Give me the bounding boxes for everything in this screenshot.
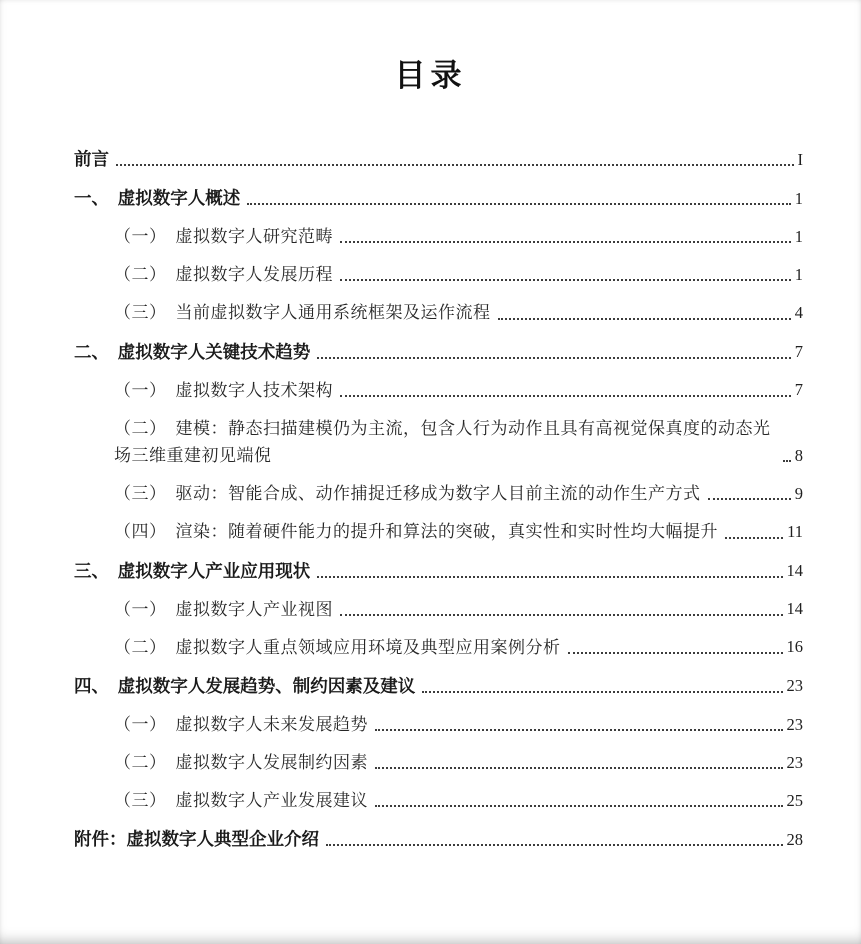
dot-leader [375, 729, 783, 731]
toc-entry-label: 前言 [74, 149, 109, 169]
toc-entry-chapter-2 [74, 338, 803, 366]
toc-entry-chapter-1 [74, 184, 803, 212]
dot-leader [317, 576, 782, 578]
toc-entry-label: （四） 渲染：随着硬件能力的提升和算法的突破，真实性和实时性均大幅提升 [114, 522, 718, 542]
dot-leader [708, 498, 791, 500]
toc-page-number: 23 [786, 714, 803, 734]
toc-entry-label: （二） 虚拟数字人重点领域应用环境及典型应用案例分析 [114, 637, 561, 657]
toc-entry-chapter-4 [74, 672, 803, 700]
dot-leader [568, 652, 783, 654]
toc-entry-chapter-4-section-3 [74, 787, 803, 814]
toc-entry-label: （一） 虚拟数字人未来发展趋势 [114, 714, 368, 734]
table-of-contents [0, 145, 861, 853]
toc-entry-chapter-4-section-2 [74, 749, 803, 776]
dot-leader [340, 279, 791, 281]
toc-entry-preface [74, 145, 803, 173]
toc-entry-label: （一） 虚拟数字人研究范畴 [114, 227, 333, 246]
toc-entry-chapter-2-section-4 [74, 518, 803, 545]
dot-leader [340, 614, 783, 616]
toc-page-number: 1 [794, 188, 803, 208]
toc-page-number: 1 [794, 264, 803, 284]
toc-page-number: 11 [787, 522, 803, 542]
dot-leader [375, 767, 783, 769]
toc-entry-label: （三） 驱动：智能合成、动作捕捉迁移成为数字人目前主流的动作生产方式 [114, 484, 701, 504]
toc-entry-label: （二） 虚拟数字人发展历程 [114, 265, 333, 285]
dot-leader [317, 357, 791, 359]
dot-leader [422, 691, 782, 693]
toc-page-number: 1 [794, 226, 803, 246]
toc-page-number: 7 [794, 380, 803, 400]
toc-page-number: 4 [794, 303, 803, 323]
dot-leader [116, 164, 794, 166]
toc-entry-label: 附件：虚拟数字人典型企业介绍 [74, 829, 319, 850]
toc-entry-chapter-2-section-1 [74, 377, 803, 404]
toc-entry-chapter-1-section-3 [74, 299, 803, 326]
toc-entry-label: （二） 建模：静态扫描建模仍为主流，包含人行为动作且具有高视觉保真度的动态光场三维重建初见端倪 [114, 418, 771, 465]
toc-entry-chapter-3-section-2 [74, 634, 803, 661]
toc-entry-label: 四、 虚拟数字人发展趋势、制约因素及建议 [74, 675, 416, 696]
toc-page-number: 16 [786, 637, 803, 657]
toc-entry-chapter-1-section-2 [74, 261, 803, 288]
toc-entry-label: 二、 虚拟数字人关键技术趋势 [74, 341, 311, 362]
dot-leader [375, 805, 783, 807]
dot-leader [326, 844, 783, 846]
toc-page-number: 23 [786, 752, 803, 772]
page-title: 目录 [394, 58, 467, 93]
toc-entry-chapter-3-section-1 [74, 596, 803, 623]
toc-page-number: 28 [786, 830, 803, 850]
toc-entry-label: （二） 虚拟数字人发展制约因素 [114, 753, 368, 773]
toc-page-number: 23 [786, 676, 803, 696]
toc-entry-label: 一、 虚拟数字人概述 [74, 188, 241, 208]
toc-page-number: 9 [794, 483, 803, 503]
toc-entry-chapter-4-section-1 [74, 711, 803, 738]
toc-page-number: 25 [786, 791, 803, 811]
dot-leader [340, 241, 791, 243]
dot-leader [340, 395, 791, 397]
toc-entry-label: （一） 虚拟数字人产业视图 [114, 599, 333, 619]
toc-entry-label: 三、 虚拟数字人产业应用现状 [74, 560, 311, 581]
dot-leader [725, 537, 783, 539]
toc-entry-chapter-2-section-3 [74, 480, 803, 507]
toc-entry-chapter-2-section-2 [74, 415, 803, 469]
dot-leader [498, 318, 791, 320]
toc-page-number: 7 [794, 342, 803, 362]
toc-page-number: 14 [786, 599, 803, 619]
toc-entry-label: （一） 虚拟数字人技术架构 [114, 380, 333, 400]
toc-page-number: 14 [786, 561, 803, 581]
toc-entry-label: （三） 当前虚拟数字人通用系统框架及运作流程 [114, 303, 491, 323]
dot-leader [783, 460, 791, 462]
toc-entry-chapter-1-section-1 [74, 223, 803, 250]
toc-page-number: 8 [794, 445, 803, 465]
toc-entry-label: （三） 虚拟数字人产业发展建议 [114, 791, 368, 811]
dot-leader [247, 203, 791, 205]
toc-entry-appendix [74, 825, 803, 853]
toc-entry-chapter-3 [74, 557, 803, 585]
toc-page-number: I [797, 149, 803, 169]
